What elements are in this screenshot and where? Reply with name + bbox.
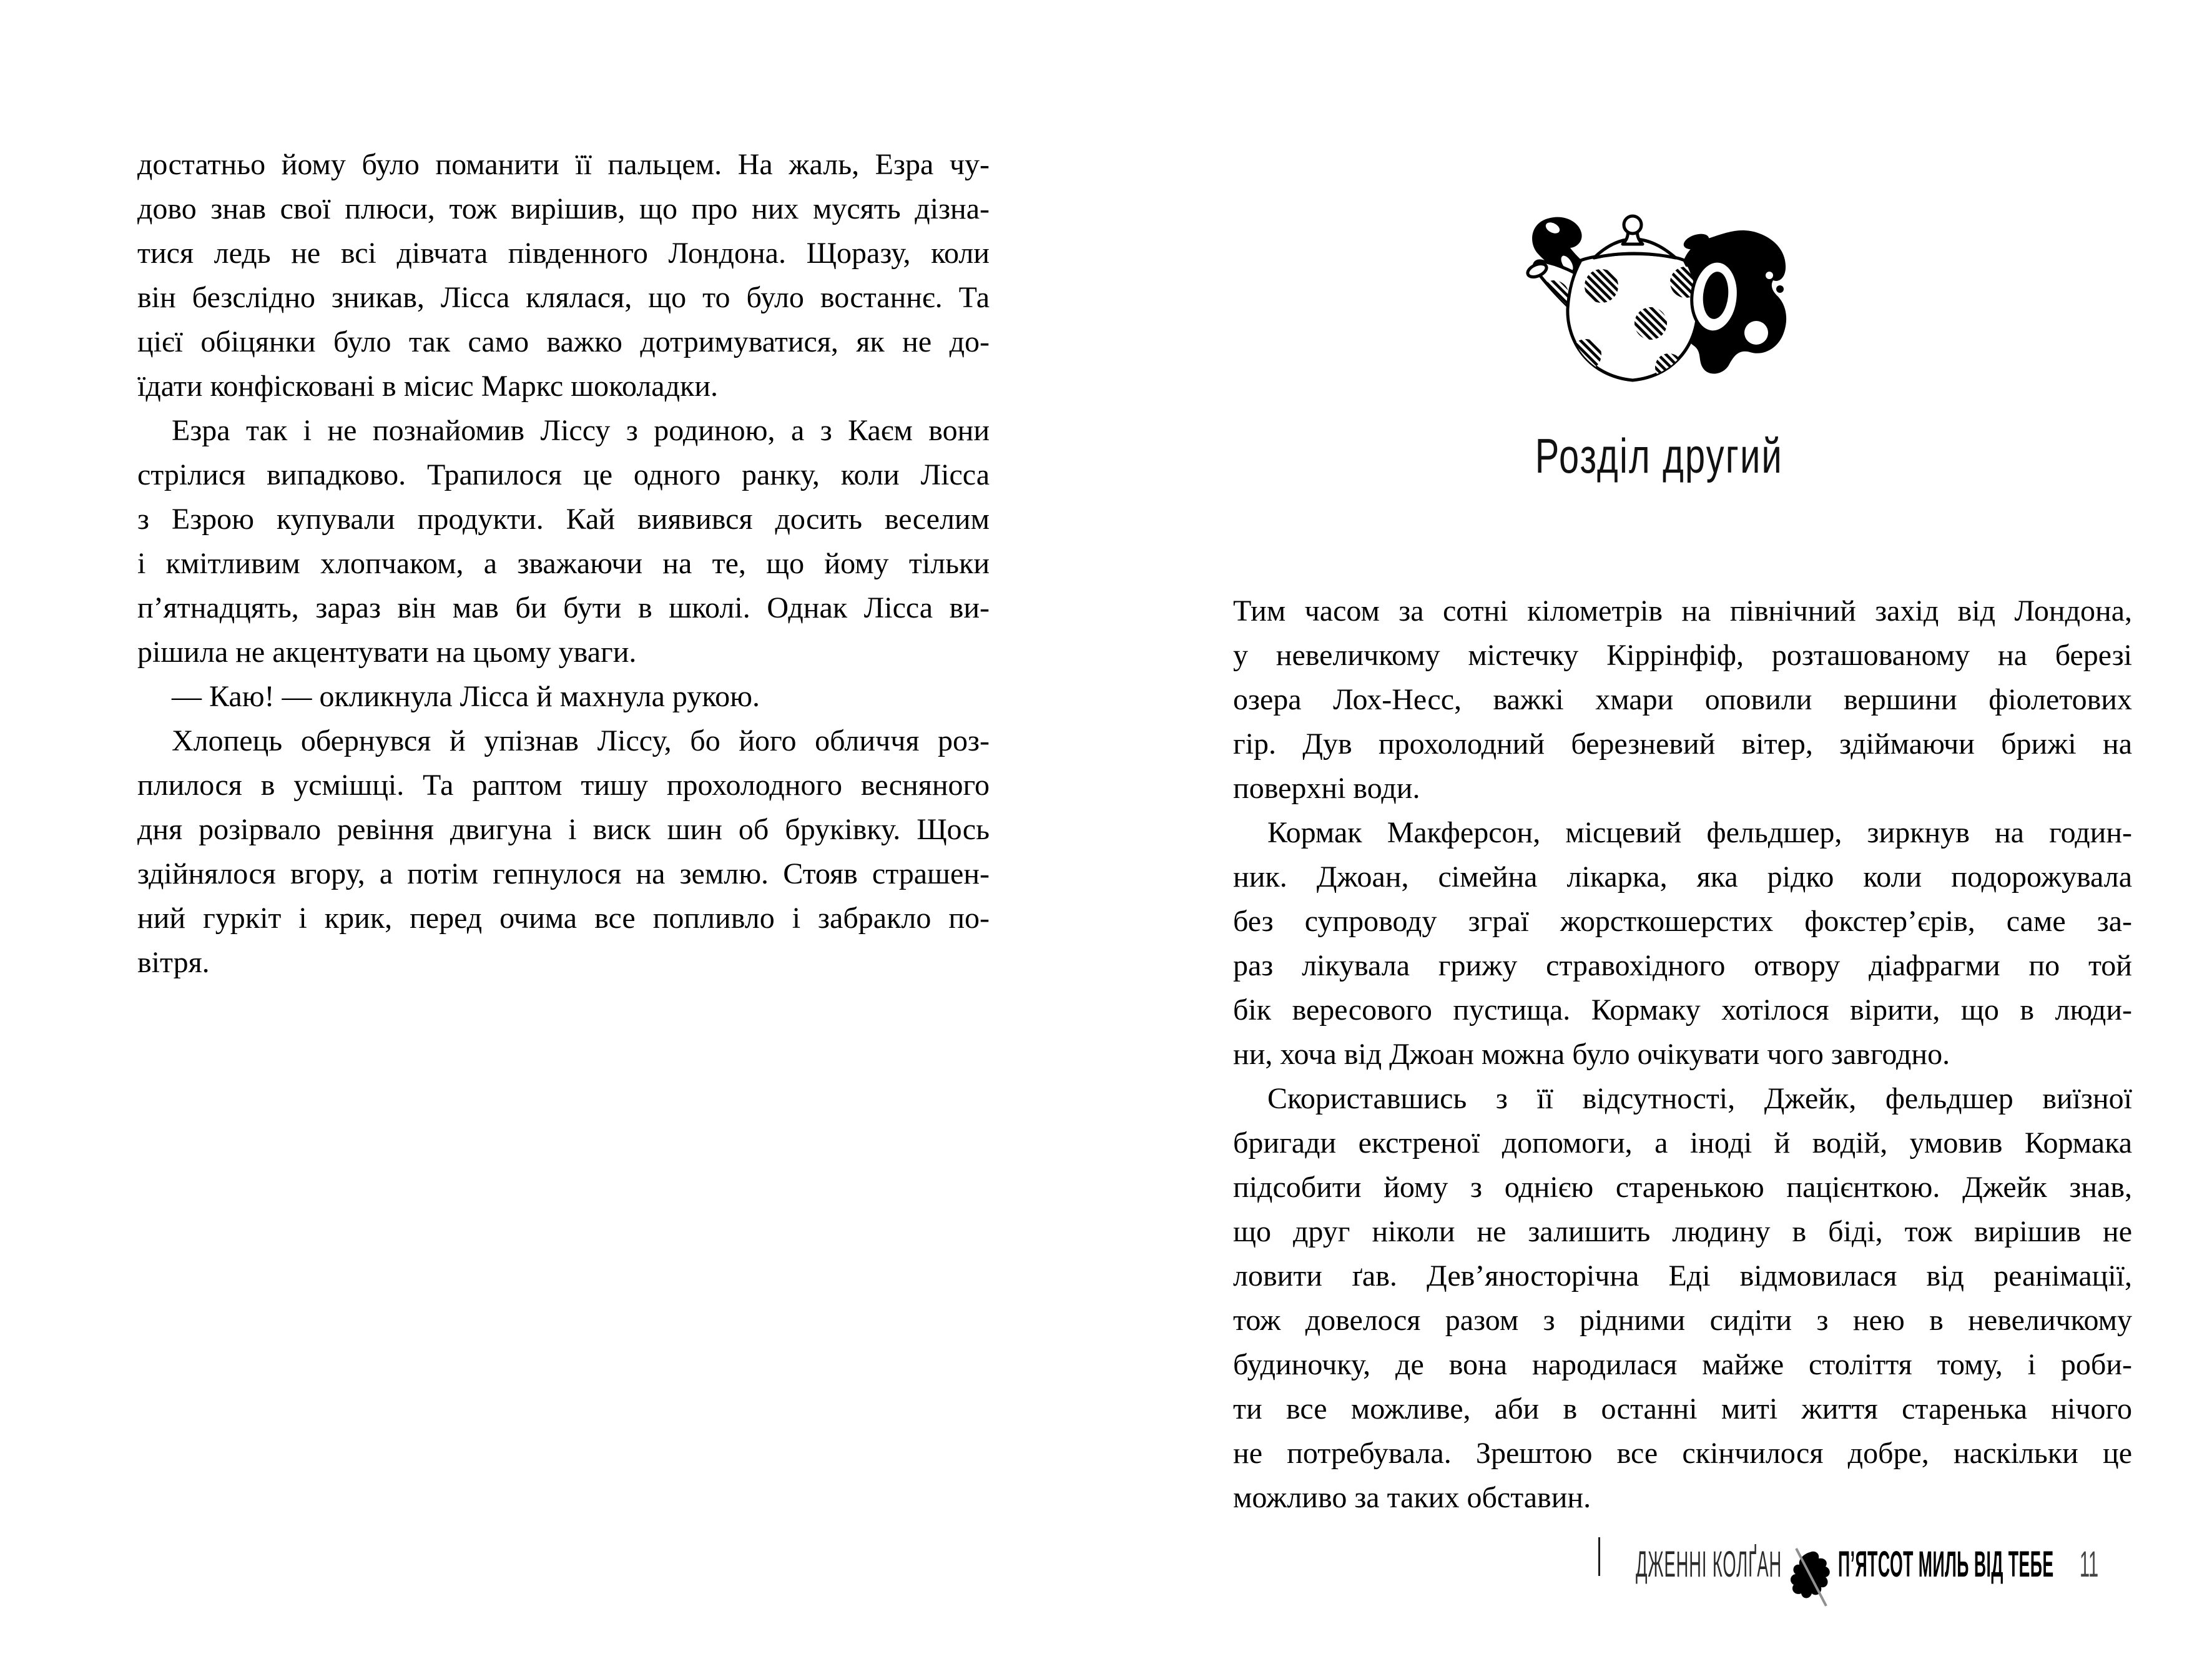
body-line: Хлопець обернувся й упізнав Ліссу, бо його обличчя роз- bbox=[172, 724, 990, 757]
body-line: рішила не акцентувати на цьому уваги. bbox=[137, 636, 637, 669]
body-line: можливо за таких обставин. bbox=[1233, 1481, 1591, 1514]
page-number: 11 bbox=[2080, 1544, 2099, 1585]
body-line: їдати конфісковані в місис Маркс шоколадки. bbox=[137, 370, 719, 403]
running-footer bbox=[1598, 1537, 2173, 1618]
body-line: тож довелося разом з рідними сидіти з нею в невеличкому bbox=[1233, 1304, 2132, 1337]
body-line: — Каю! — окликнула Лісса й махнула рукою. bbox=[172, 680, 760, 713]
chapter-title-text: Розділ другий bbox=[1535, 428, 1783, 483]
footer-book-title: П’ЯТСОТ МИЛЬ ВІД ТЕБЕ bbox=[1838, 1544, 2054, 1585]
body-line: п’ятнадцять, зараз він мав би бути в школі. Однак Лісса ви- bbox=[137, 591, 990, 624]
paragraph bbox=[1233, 1076, 2132, 1520]
polka-dot-teapot-ink-splash-icon bbox=[1528, 214, 1790, 389]
footer-divider bbox=[1598, 1537, 1600, 1576]
body-line: що друг ніколи не залишить людину в біді, тож вирішив не bbox=[1233, 1215, 2132, 1248]
body-line: Кормак Макферсон, місцевий фельдшер, зиркнув на годин- bbox=[1267, 816, 2132, 849]
oak-leaf-icon bbox=[1787, 1546, 1832, 1608]
body-line: ник. Джоан, сімейна лікарка, яка рідко коли подорожувала bbox=[1233, 860, 2132, 893]
left-page-text bbox=[137, 142, 990, 985]
body-line: здійнялося вгору, а потім гепнулося на землю. Стояв страшен- bbox=[137, 857, 990, 890]
body-line: Тим часом за сотні кілометрів на північний захід від Лондона, bbox=[1233, 594, 2132, 628]
body-line: вітря. bbox=[137, 946, 210, 979]
chapter-title bbox=[1106, 429, 2211, 491]
body-line: і кмітливим хлопчаком, а зважаючи на те, що йому тільки bbox=[137, 547, 990, 580]
body-line: достатньо йому було поманити її пальцем. На жаль, Езра чу- bbox=[137, 148, 990, 181]
paragraph bbox=[137, 719, 990, 985]
paragraph bbox=[137, 142, 990, 408]
right-page-text bbox=[1233, 589, 2132, 1520]
body-line: озера Лох-Несс, важкі хмари оповили вершини фіолетових bbox=[1233, 683, 2132, 716]
body-line: Езра так і не познайомив Ліссу з родиною, а з Каєм вони bbox=[172, 414, 990, 447]
body-line: Скориставшись з її відсутності, Джейк, фельдшер виїзної bbox=[1267, 1082, 2132, 1115]
body-line: бригади екстреної допомоги, а іноді й водій, умовив Кормака bbox=[1233, 1126, 2132, 1159]
body-line: підсобити йому з однією старенькою пацієнткою. Джейк знав, bbox=[1233, 1171, 2132, 1204]
body-line: ловити ґав. Дев’яносторічна Еді відмовилася від реанімації, bbox=[1233, 1259, 2132, 1292]
body-line: ни, хоча від Джоан можна було очікувати чого завгодно. bbox=[1233, 1038, 1950, 1071]
body-line: без супроводу зграї жорсткошерстих фокстер’єрів, саме за- bbox=[1233, 905, 2132, 938]
body-line: дня розірвало ревіння двигуна і виск шин об бруківку. Щось bbox=[137, 813, 990, 846]
paragraph-dialogue bbox=[137, 674, 990, 719]
body-line: він безслідно зникав, Лісса клялася, що то було востаннє. Та bbox=[137, 281, 990, 314]
body-line: плилося в усмішці. Та раптом тишу прохолодного весняного bbox=[137, 769, 990, 802]
paragraph bbox=[1233, 810, 2132, 1076]
body-line: поверхні води. bbox=[1233, 772, 1420, 805]
teapot-illustration bbox=[1528, 214, 1790, 389]
footer-author: ДЖЕННІ КОЛҐАН bbox=[1636, 1544, 1782, 1585]
body-line: з Езрою купували продукти. Кай виявився досить веселим bbox=[137, 503, 990, 536]
body-line: ти все можливе, аби в останні миті життя старенька нічого bbox=[1233, 1392, 2132, 1425]
body-line: будиночку, де вона народилася майже століття тому, і роби- bbox=[1233, 1348, 2132, 1381]
body-line: тися ледь не всі дівчата південного Лондона. Щоразу, коли bbox=[137, 237, 990, 270]
body-line: дово знав свої плюси, тож вирішив, що про них мусять дізна- bbox=[137, 192, 990, 225]
body-line: цієї обіцянки було так само важко дотримуватися, як не до- bbox=[137, 325, 990, 358]
body-line: у невеличкому містечку Кіррінфіф, розташованому на березі bbox=[1233, 639, 2132, 672]
body-line: раз лікувала грижу стравохідного отвору діафрагми по той bbox=[1233, 949, 2132, 982]
body-line: гір. Дув прохолодний березневий вітер, здіймаючи брижі на bbox=[1233, 727, 2132, 761]
paragraph bbox=[137, 408, 990, 674]
body-line: стрілися випадково. Трапилося це одного ранку, коли Лісса bbox=[137, 458, 990, 491]
paragraph bbox=[1233, 589, 2132, 810]
body-line: бік вересового пустища. Кормаку хотілося вірити, що в люди- bbox=[1233, 993, 2132, 1026]
body-line: не потребувала. Зрештою все скінчилося добре, наскільки це bbox=[1233, 1437, 2132, 1470]
body-line: ний гуркіт і крик, перед очима все попливло і забракло по- bbox=[137, 902, 990, 935]
